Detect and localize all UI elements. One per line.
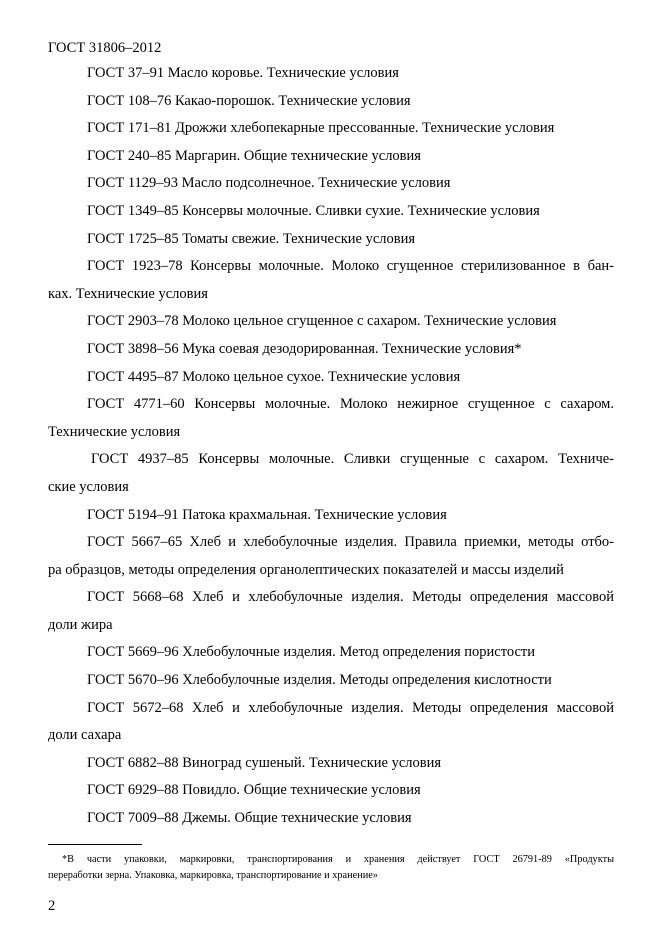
- reference-line: ГОСТ 4937–85 Консервы молочные. Сливки сгущенные с сахаром. Техниче-: [91, 451, 614, 468]
- reference-line: ГОСТ 5668–68 Хлеб и хлебобулочные изделия. Методы определения массовой: [87, 589, 614, 606]
- footnote-line: переработки зерна. Упаковка, маркировка, транспортирование и хранение»: [48, 870, 378, 881]
- reference-line-continuation: доли жира: [48, 616, 113, 633]
- reference-line: ГОСТ 5672–68 Хлеб и хлебобулочные изделия. Методы определения массовой: [87, 699, 614, 716]
- reference-line-continuation: ках. Технические условия: [48, 285, 208, 302]
- reference-line: ГОСТ 6882–88 Виноград сушеный. Технические условия: [87, 754, 442, 771]
- reference-line: ГОСТ 6929–88 Повидло. Общие технические условия: [87, 782, 421, 799]
- reference-line: ГОСТ 108–76 Какао-порошок. Технические условия: [87, 92, 411, 109]
- reference-line: ГОСТ 37–91 Масло коровье. Технические условия: [87, 65, 399, 81]
- reference-line: ГОСТ 5194–91 Патока крахмальная. Технические условия: [87, 506, 447, 523]
- reference-line-continuation: ра образцов, методы определения органолептических показателей и массы изделий: [48, 561, 564, 578]
- normative-references-list: [48, 60, 614, 833]
- reference-line: ГОСТ 5667–65 Хлеб и хлебобулочные изделия. Правила приемки, методы отбо-: [87, 534, 614, 551]
- reference-line: ГОСТ 4771–60 Консервы молочные. Молоко нежирное сгущенное с сахаром.: [87, 396, 614, 413]
- reference-line: ГОСТ 5669–96 Хлебобулочные изделия. Метод определения пористости: [87, 644, 535, 661]
- reference-line: ГОСТ 3898–56 Мука соевая дезодорированная. Технические условия*: [87, 340, 522, 357]
- footnote-divider: [48, 844, 142, 845]
- reference-line: ГОСТ 240–85 Маргарин. Общие технические условия: [87, 147, 421, 164]
- footnote-line: *В части упаковки, маркировки, транспортирования и хранения действует ГОСТ 26791-89 «Продукты: [62, 854, 614, 865]
- page-header: ГОСТ 31806–2012: [48, 40, 162, 56]
- reference-line: ГОСТ 4495–87 Молоко цельное сухое. Технические условия: [87, 368, 461, 385]
- reference-line-continuation: ские условия: [48, 478, 129, 495]
- reference-line: ГОСТ 1349–85 Консервы молочные. Сливки сухие. Технические условия: [87, 202, 540, 219]
- reference-line-continuation: доли сахара: [48, 727, 122, 744]
- reference-line: ГОСТ 1725–85 Томаты свежие. Технические условия: [87, 230, 416, 247]
- reference-line: ГОСТ 7009–88 Джемы. Общие технические условия: [87, 810, 412, 827]
- reference-line: ГОСТ 1129–93 Масло подсолнечное. Технические условия: [87, 175, 451, 192]
- footnote: [48, 852, 614, 884]
- reference-line: ГОСТ 1923–78 Консервы молочные. Молоко сгущенное стерилизованное в бан-: [87, 258, 614, 275]
- reference-line: ГОСТ 171–81 Дрожжи хлебопекарные прессованные. Технические условия: [87, 120, 555, 137]
- reference-line-continuation: Технические условия: [48, 423, 181, 440]
- reference-line: ГОСТ 5670–96 Хлебобулочные изделия. Методы определения кислотности: [87, 672, 552, 689]
- reference-line: ГОСТ 2903–78 Молоко цельное сгущенное с сахаром. Технические условия: [87, 313, 557, 330]
- page-number: 2: [48, 898, 56, 914]
